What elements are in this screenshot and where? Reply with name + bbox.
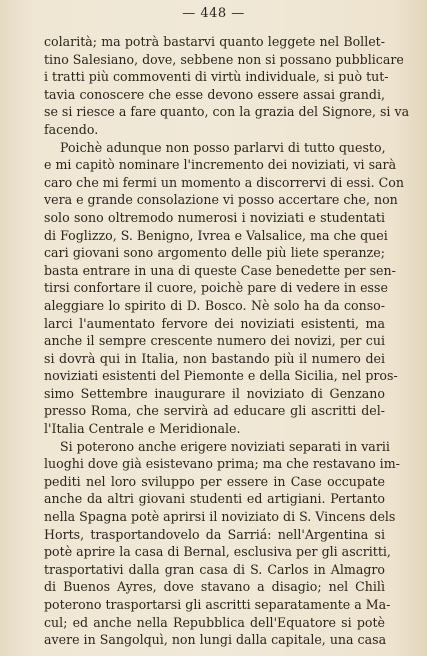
text-line: colarità; ma potrà bastarvi quanto leggete nel Bollet- xyxy=(44,34,385,49)
text-line: avere in Sangolquì, non lungi dalla capitale, una casa xyxy=(44,632,387,648)
text-line: presso Roma, che servirà ad educare gli ascritti del- xyxy=(44,403,385,419)
text-line: i tratti più commoventi di virtù individuale, si può tut- xyxy=(44,69,389,85)
text-line: Si poterono anche erigere noviziati separati in varii xyxy=(60,438,390,454)
text-line: noviziati esistenti del Piemonte e della Sicilia, nel pros- xyxy=(44,368,398,384)
text-line: tino Salesiano, dove, sebbene non si possano pubblicare xyxy=(44,51,404,67)
text-line: aleggiare lo spirito di D. Bosco. Nè solo ha da conso- xyxy=(44,297,385,313)
text-line: tirsi confortare il cuore, poichè pare di vedere in esse xyxy=(44,280,388,296)
body-text xyxy=(44,33,410,649)
text-line: anche da altri giovani studenti ed artigiani. Pertanto xyxy=(44,491,385,507)
text-line: facendo. xyxy=(44,121,99,137)
text-line: solo sono oltremodo numerosi i noviziati e studentati xyxy=(44,209,385,225)
text-line: di Buenos Ayres, dove stavano a disagio; nel Chilì xyxy=(44,579,385,595)
page-number: — 448 — xyxy=(182,6,245,21)
text-line: larci l'aumentato fervore dei noviziati esistenti, ma xyxy=(44,315,385,331)
text-line: caro che mi fermi un momento a discorrervi di essi. Con xyxy=(44,174,404,190)
text-line: poterono trasportarsi gli ascritti separatamente a Ma- xyxy=(44,597,391,612)
text-line: e mi capitò nominare l'incremento dei noviziati, vi sarà xyxy=(44,157,397,173)
text-line: luoghi dove già esistevano prima; ma che restavano im- xyxy=(44,456,400,472)
text-line: l'Italia Centrale e Meridionale. xyxy=(44,421,241,437)
text-line: tavia conoscere che esse devono essere assai grandi, xyxy=(44,86,385,102)
text-line: nella Spagna potè aprirsi il noviziato di S. Vincens dels xyxy=(44,509,396,525)
text-line: trasportativi dalla gran casa di S. Carlos in Almagro xyxy=(44,561,385,577)
text-line: potè aprire la casa di Bernal, esclusiva per gli ascritti, xyxy=(44,544,391,560)
text-line: basta entrare in una di queste Case benedette per sen- xyxy=(44,262,396,278)
text-line: cari giovani sono argomento delle più liete speranze; xyxy=(44,245,385,261)
text-line: Horts, trasportandovelo da Sarriá: nell'Argentina si xyxy=(44,526,385,542)
text-line: simo Settembre inaugurare il noviziato di Genzano xyxy=(44,385,385,401)
text-line: se si riesce a fare quanto, con la grazia del Signore, si va xyxy=(44,104,410,120)
text-line: cul; ed anche nella Repubblica dell'Equatore si potè xyxy=(44,614,385,630)
text-line: di Foglizzo, S. Benigno, Ivrea e Valsalice, ma che quei xyxy=(44,227,388,243)
text-line: anche il sempre crescente numero dei novizi, per cui xyxy=(44,333,385,349)
text-line: si dovrà qui in Italia, non bastando più il numero dei xyxy=(44,350,385,366)
text-line: Poichè adunque non posso parlarvi di tutto questo, xyxy=(60,139,386,155)
text-line: pediti nel loro sviluppo per essere in Case occupate xyxy=(44,473,385,489)
text-line: vera e grande consolazione vi posso accertare che, non xyxy=(44,192,398,208)
